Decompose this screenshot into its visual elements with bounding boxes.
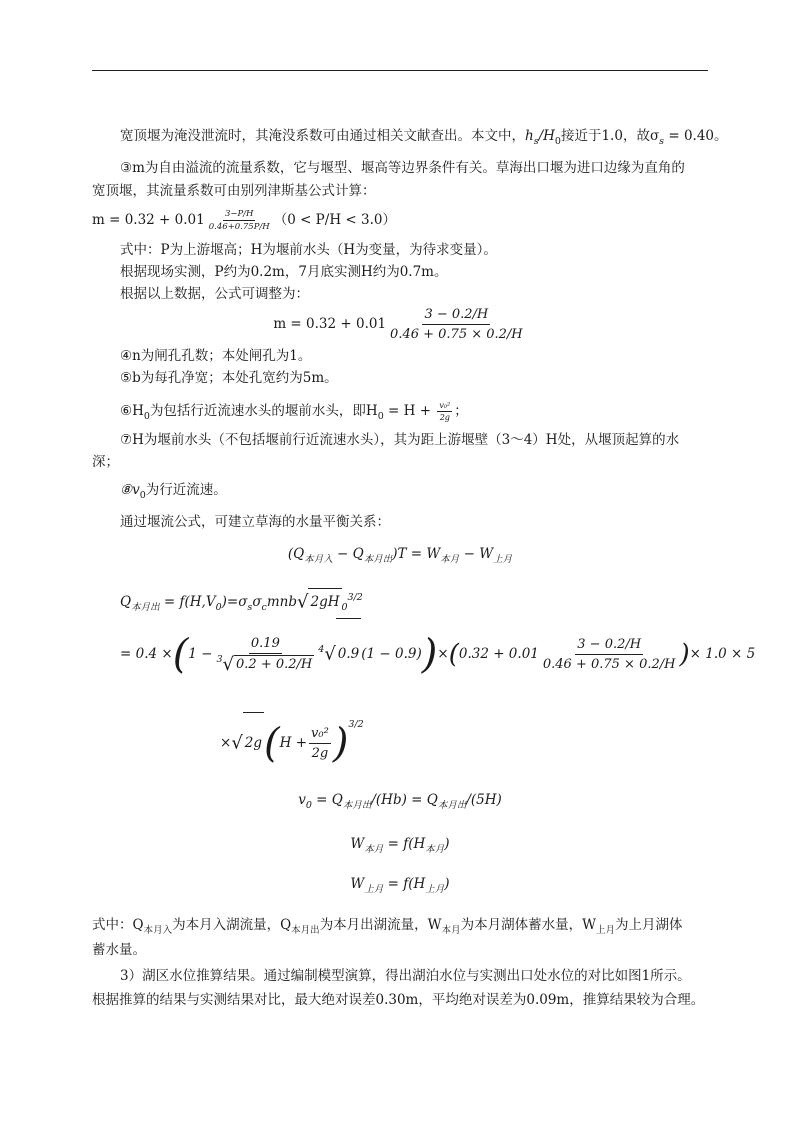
text: 本月出 — [342, 800, 372, 811]
equation-water-balance — [92, 542, 708, 568]
text: （0 < P/H < 3.0） — [273, 212, 396, 228]
text: − W — [459, 546, 494, 562]
fraction — [207, 209, 272, 232]
text: = Q — [311, 792, 343, 808]
denominator: 2g — [311, 746, 329, 761]
text: 本月 — [441, 925, 461, 936]
text: 为本月湖体蓄水量，W — [460, 917, 596, 933]
text: × — [437, 646, 449, 662]
text: 为行近流速。 — [145, 482, 227, 498]
text: 本月入 — [304, 554, 333, 565]
item-h-b: 深； — [92, 454, 119, 470]
item-h-a: ⑦H为堰前水头（不包括堰前行近流速水头），其为距上游堰壁（3～4）H处，从堰顶起算的水 — [120, 432, 680, 448]
equation-expanded-line2 — [220, 712, 364, 775]
para-flow-coeff-b: 宽顶堰，其流量系数可由别列津斯基公式计算： — [92, 183, 376, 199]
text: s — [659, 136, 665, 147]
text: 为上月湖体 — [615, 917, 683, 933]
text: 0 — [305, 800, 312, 811]
para-adjust: 根据以上数据，公式可调整为： — [120, 286, 309, 302]
item-h0 — [120, 398, 468, 426]
radicand: 2g — [243, 712, 264, 773]
text: 1 − — [188, 646, 213, 662]
text: = 0.40。 — [664, 128, 728, 144]
radicand: 2gH — [308, 588, 341, 615]
text: × — [220, 735, 232, 751]
equation-w-previous — [92, 872, 708, 898]
equation-expanded-line1 — [120, 618, 755, 691]
text: 上月 — [493, 554, 513, 565]
numerator: v₀² — [439, 401, 451, 410]
left-paren-icon: ( — [172, 631, 189, 678]
equation-qout — [120, 588, 363, 617]
text: σ — [252, 594, 262, 610]
root-index: 4 — [318, 644, 325, 655]
text: ) — [444, 836, 450, 852]
text: ⑥H — [120, 403, 144, 419]
header-rule — [92, 70, 708, 71]
equation-v0 — [92, 788, 708, 814]
text: 本月入 — [143, 925, 173, 936]
exponent: 3/2 — [347, 592, 363, 603]
text: 上月 — [595, 925, 615, 936]
text: = f(H — [383, 876, 426, 892]
text: 本月出 — [437, 800, 467, 811]
text: (1 − 0.9) — [361, 646, 422, 662]
radicand: 0.9 — [336, 618, 361, 689]
text: 本月 — [425, 844, 445, 855]
root-index: 3 — [216, 654, 223, 665]
denominator: 0.46 + 0.75 × 0.2/H — [542, 657, 676, 672]
text: ) — [444, 876, 450, 892]
fraction — [309, 725, 331, 762]
text: 上月 — [364, 884, 384, 895]
text: − Q — [332, 546, 364, 562]
text: )=σ — [221, 594, 248, 610]
text: 0 — [139, 490, 146, 501]
text: ； — [454, 403, 468, 419]
left-paren-icon: ( — [448, 639, 459, 670]
text: /(Hb) = Q — [371, 792, 438, 808]
text: m = 0.32 + 0.01 — [92, 212, 205, 228]
sqrt-icon: √ — [222, 654, 235, 675]
para-results-b: 根据推算的结果与实测结果对比，最大绝对误差0.30m，平均绝对误差为0.09m，推算结果较为合理。 — [92, 992, 705, 1008]
text: = f(H,V — [159, 594, 216, 610]
right-paren-icon: ) — [332, 720, 349, 767]
text: = H + — [383, 403, 436, 419]
text: mnb — [266, 594, 297, 610]
text: 为本月出湖流量，W — [319, 917, 442, 933]
sqrt-icon: √ — [231, 732, 243, 754]
text: Q — [120, 594, 132, 610]
text: 本月出 — [291, 925, 320, 936]
text: s — [247, 602, 253, 613]
denominator: 2g — [439, 413, 450, 422]
left-paren-icon: ( — [264, 720, 280, 767]
text: 为本月入湖流量，Q — [172, 917, 292, 933]
item-n: ④n为闸孔孔数；本处闸孔为1。 — [120, 348, 312, 364]
text: = f(H — [383, 836, 426, 852]
para-balance-intro: 通过堰流公式，可建立草海的水量平衡关系： — [120, 514, 390, 530]
text: 本月出 — [363, 554, 393, 565]
text: ⑧v — [120, 482, 140, 498]
denominator: 0.46 + 0.75 × 0.2/H — [390, 327, 523, 342]
text: = 0.4 × — [120, 646, 173, 662]
item-v0 — [120, 480, 227, 502]
text: 0 — [554, 136, 561, 147]
fraction — [215, 635, 317, 674]
text: m = 0.32 + 0.01 — [273, 316, 387, 332]
text: H + — [279, 735, 308, 751]
text: 本月出 — [131, 602, 160, 613]
text: h — [525, 128, 534, 144]
text: 本月 — [440, 554, 460, 565]
sqrt-icon: √ — [324, 643, 336, 665]
text: × 1.0 × 5 — [689, 646, 756, 662]
numerator: v₀² — [309, 725, 331, 744]
para-submergence — [120, 126, 728, 148]
sqrt-icon: √ — [297, 591, 309, 613]
text: s — [533, 136, 539, 147]
right-paren-icon: ) — [679, 639, 690, 670]
text: 式中：Q — [92, 917, 144, 933]
text: 为包括行近流速水头的堰前水头，即H — [149, 403, 378, 419]
fraction — [388, 306, 525, 343]
para-measure: 根据现场实测，P约为0.2m，7月底实测H约为0.7m。 — [120, 264, 448, 280]
equation-berezinsky — [92, 205, 396, 235]
text: 0 — [143, 411, 150, 422]
para-definitions-b: 蓄水量。 — [92, 942, 146, 958]
text: /H — [538, 128, 555, 144]
numerator: 3 − 0.2/H — [422, 306, 490, 325]
para-symbols: 式中：P为上游堰高；H为堰前水头（H为变量，为待求变量）。 — [120, 242, 497, 258]
text: (Q — [287, 546, 305, 562]
text: W — [350, 876, 365, 892]
text: W — [350, 836, 365, 852]
equation-adjusted — [92, 306, 708, 343]
denominator: 0.46+0.75P/H — [208, 222, 270, 232]
equation-w-current — [92, 832, 708, 858]
text: 0 — [377, 411, 384, 422]
text: c — [261, 602, 267, 613]
item-b: ⑤b为每孔净宽；本处孔宽约为5m。 — [120, 370, 338, 386]
text: 宽顶堰为淹没泄流时，其淹没系数可由通过相关文献查出。本文中， — [120, 128, 525, 144]
text: 上月 — [425, 884, 445, 895]
text: v — [298, 792, 306, 808]
right-paren-icon: ) — [421, 631, 438, 678]
para-results-a: 3）湖区水位推算结果。通过编制模型演算，得出湖泊水位与实测出口处水位的对比如图1所示。 — [120, 968, 691, 984]
text: 0 — [341, 602, 348, 613]
text: 本月 — [364, 844, 384, 855]
exponent: 3/2 — [348, 719, 364, 730]
para-definitions-a — [92, 915, 683, 937]
text: 接近于1.0，故σ — [560, 128, 660, 144]
text: 0 — [215, 602, 222, 613]
text: )T = W — [392, 546, 441, 562]
fraction — [541, 636, 678, 673]
numerator: 3 − 0.2/H — [575, 636, 643, 655]
denominator: 0.2 + 0.2/H — [236, 657, 313, 672]
numerator: 3−P/H — [224, 209, 254, 219]
fraction — [437, 401, 452, 422]
text: /(5H) — [466, 792, 502, 808]
text: 0.32 + 0.01 — [458, 646, 539, 662]
para-flow-coeff-a: ③m为自由溢流的流量系数，它与堰型、堰高等边界条件有关。草海出口堰为进口边缘为直角的 — [120, 160, 685, 176]
numerator: 0.19 — [249, 635, 282, 654]
